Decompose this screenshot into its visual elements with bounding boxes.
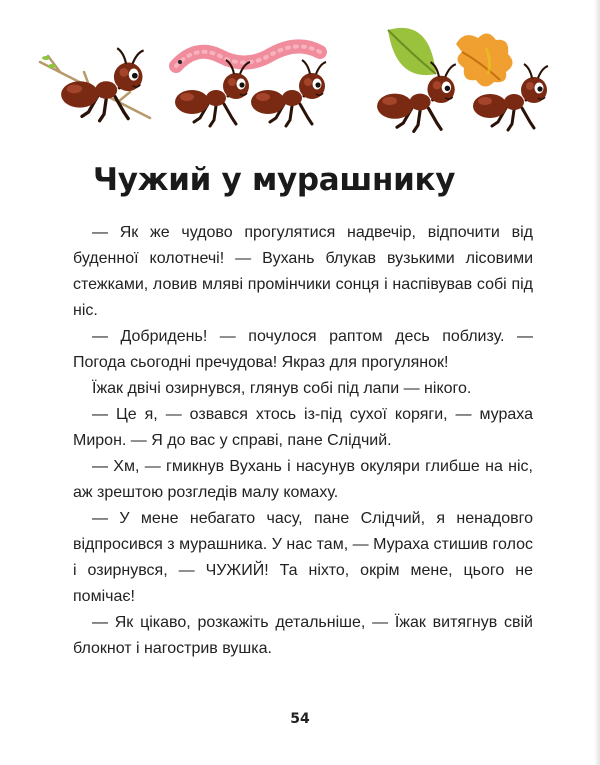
paragraph: — Це я, — озвався хтось із-під сухої коряги, — мураха Мирон. — Я до вас у справі, пане Слідчий.: [73, 406, 533, 449]
green-leaf: [388, 28, 436, 75]
paragraph: Їжак двічі озирнувся, глянув собі під лапи — нікого.: [92, 380, 472, 397]
paragraph: — Добридень! — почулося раптом десь поблизу. — Погода сьогодні пречудова! Якраз для прогулянок!: [73, 328, 533, 371]
paragraph: — Як же чудово прогулятися надвечір, відпочити від буденної колотнечі! — Вухань блукав вузькими лісовими стежками, ловив мляві промінчики сонця і наспівував собі під ніс.: [73, 224, 533, 319]
orange-leaf: [456, 33, 513, 86]
page-number: 54: [290, 711, 310, 727]
ants-illustration: [0, 0, 600, 140]
paragraph: — Хм, — гмикнув Вухань і насунув окуляри глибше на ніс, аж зрештою розгледів малу комаху.: [73, 458, 533, 501]
paragraph: — У мене небагато часу, пане Слідчий, я ненадовго відпросився з мурашника. У нас там, — Мураха стишив голос і озирнувся, — ЧУЖИЙ! Та ніхто, окрім мене, цього не помічає!: [73, 510, 533, 605]
chapter-title: Чужий у мурашнику: [93, 162, 456, 198]
paragraph: — Як цікаво, розкажіть детальніше, — Їжак витягнув свій блокнот і нагострив вушка.: [73, 614, 533, 657]
chapter-body: [73, 220, 533, 662]
page-edge-shadow: [594, 0, 600, 765]
